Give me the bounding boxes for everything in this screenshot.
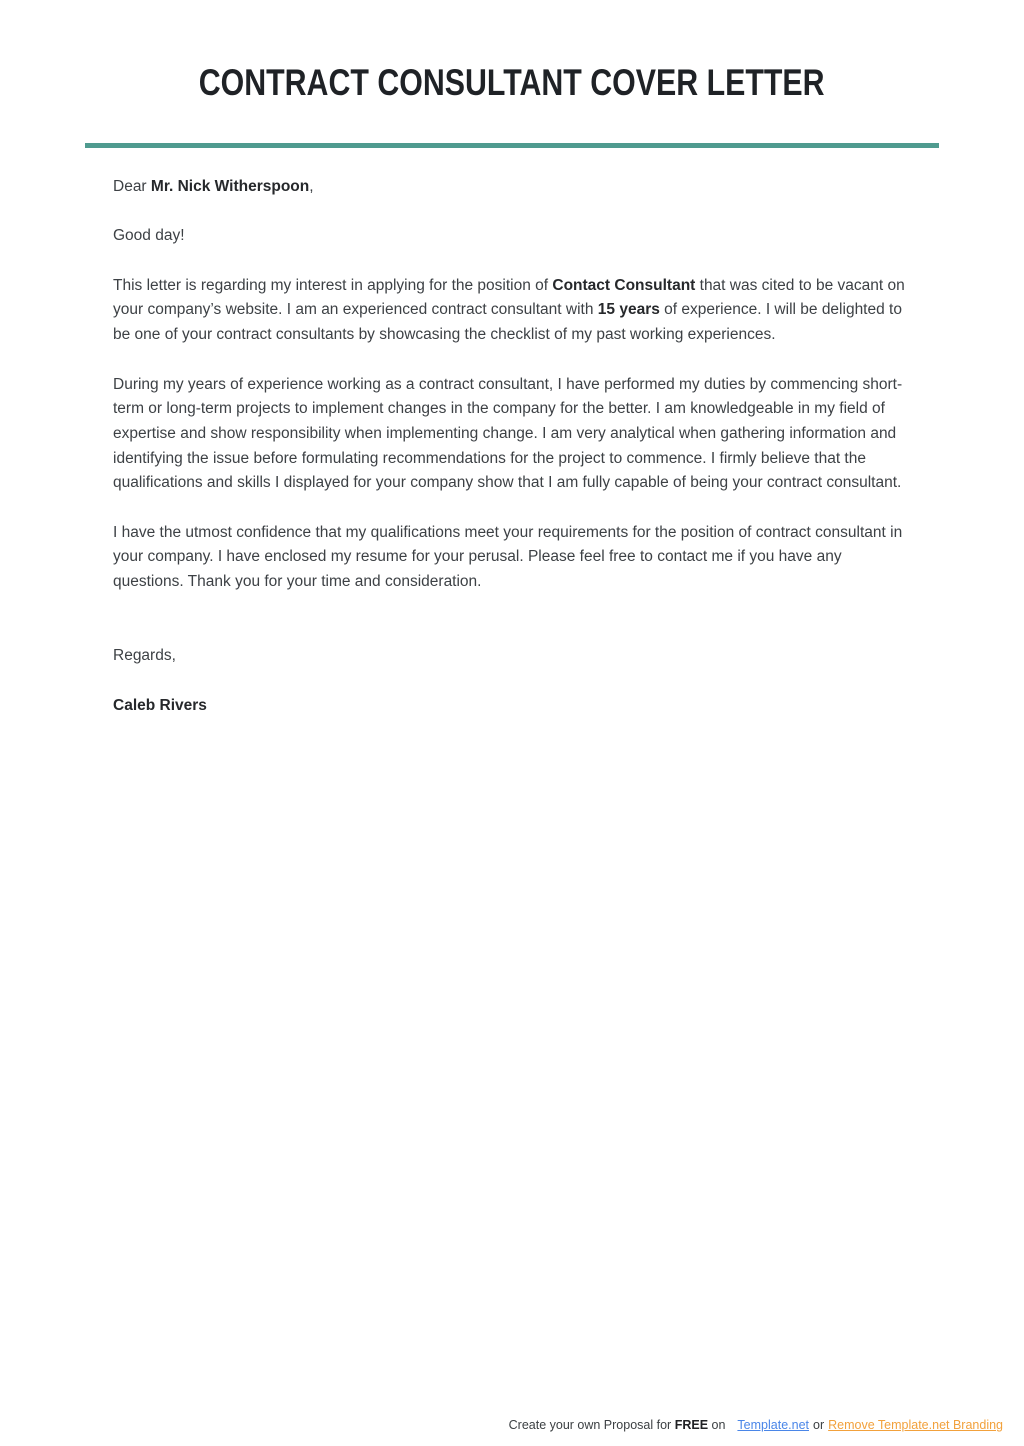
salutation: Dear Mr. Nick Witherspoon, [113,178,314,195]
paragraph-confidence: I have the utmost confidence that my qualifications meet your requirements for the position of contract consultant in your company. I have enclosed my resume for your perusal. Please feel free to contact me if you have any questions. Thank you for your time and consideration. [113,523,903,591]
remove-branding-link[interactable]: Remove Template.net Branding [828,1418,1003,1432]
letter-body [113,175,905,743]
paragraph-experience: During my years of experience working as a contract consultant, I have performed my duties by commencing short-term or long-term projects to implement changes in the company for the better. I am knowledgeable in my field of expertise and show responsibility when implementing change. I am very analytical when gathering information and identifying the issue before formulating recommendations for the project to commence. I firmly believe that the qualifications and skills I displayed for your company show that I am fully capable of being your contract consultant. [113,375,903,492]
greeting: Good day! [113,227,185,245]
branding-footer [509,1416,1003,1434]
template-net-link[interactable]: Template.net [737,1418,809,1432]
signature-name: Caleb Rivers [113,696,207,714]
page-header [0,62,1024,104]
paragraph-intro: This letter is regarding my interest in applying for the position of Contact Consultant that was cited to be vacant on your company’s website. I am an experienced contract consultant with 15 years of experience. I will be delighted to be one of your contract consultants by showcasing the checklist of my past working experiences. [113,276,905,344]
footer-free-label: FREE [674,1418,709,1432]
footer-after-free-text: on [708,1418,726,1432]
title-divider-rule [85,143,939,148]
footer-or-label: or [813,1418,825,1432]
closing: Regards, [113,647,176,665]
footer-lead-text: Create your own Proposal for [508,1418,675,1432]
page-title: CONTRACT CONSULTANT COVER LETTER [199,62,825,103]
